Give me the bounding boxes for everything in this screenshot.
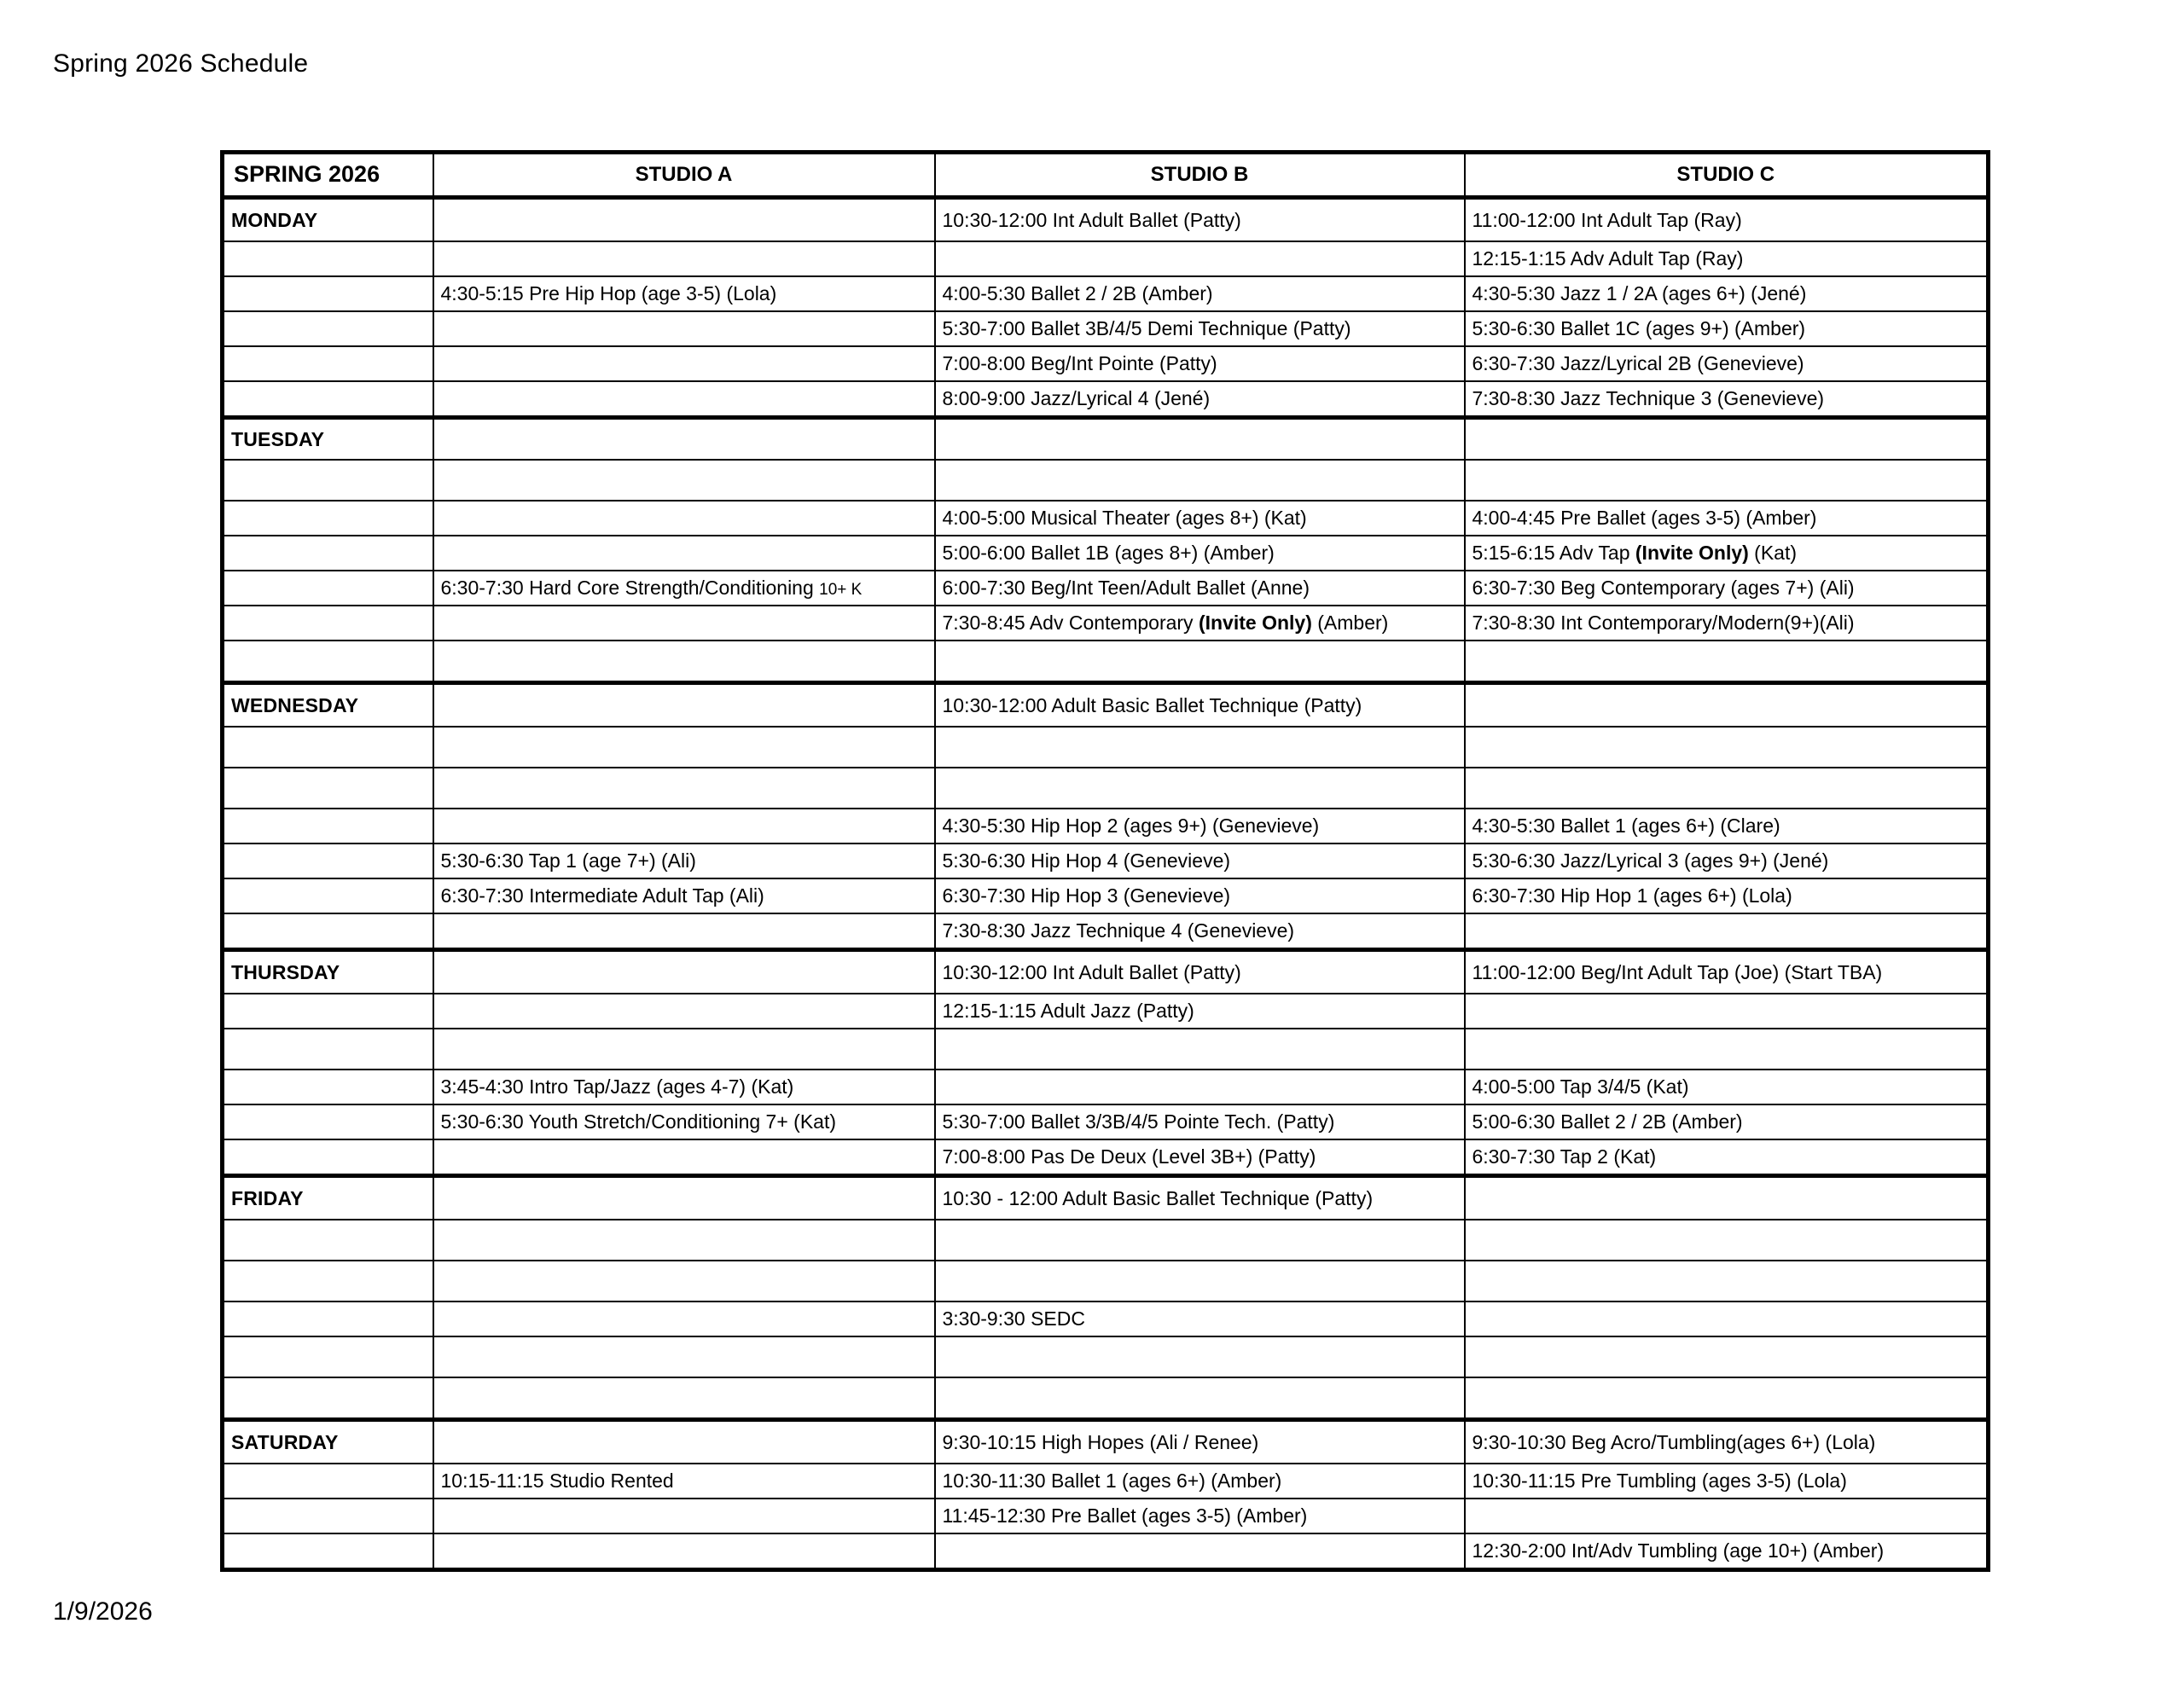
class-cell-studio-b: [935, 606, 1465, 641]
day-col-blank: [223, 276, 433, 311]
schedule-row: [223, 641, 1989, 683]
class-cell-studio-c: [1465, 536, 1989, 571]
cell-text: 11:00-12:00 Beg/Int Adult Tap (Joe) (Start TBA): [1472, 960, 1883, 983]
schedule-row: [223, 878, 1989, 913]
class-cell-studio-c: [1465, 1336, 1989, 1377]
header-corner-label: SPRING 2026: [223, 153, 433, 198]
day-col-blank: [223, 571, 433, 606]
schedule-row: [223, 276, 1989, 311]
cell-text-segment: 6:30-7:30 Hard Core Strength/Conditioning: [440, 577, 820, 600]
schedule-row: [223, 844, 1989, 878]
day-col-blank: [223, 606, 433, 641]
class-cell-studio-a: [433, 1301, 935, 1336]
cell-text: 5:30-6:30 Ballet 1C (ages 9+) (Amber): [1472, 317, 1806, 340]
class-cell-studio-a: [433, 1377, 935, 1420]
class-cell-studio-a: [433, 878, 935, 913]
class-cell-studio-a: [433, 1533, 935, 1570]
table-header-row: [223, 153, 1989, 198]
class-cell-studio-c: [1465, 276, 1989, 311]
cell-text: 11:00-12:00 Int Adult Tap (Ray): [1472, 208, 1742, 231]
schedule-row: [223, 1420, 1989, 1464]
schedule-row: [223, 1220, 1989, 1261]
class-cell-studio-c: [1465, 198, 1989, 242]
cell-text: 6:30-7:30 Tap 2 (Kat): [1472, 1145, 1657, 1168]
day-col-blank: [223, 844, 433, 878]
cell-text: 10:15-11:15 Studio Rented: [440, 1470, 674, 1493]
class-cell-studio-b: [935, 1261, 1465, 1301]
class-cell-studio-c: [1465, 809, 1989, 844]
day-col-blank: [223, 878, 433, 913]
cell-text: 4:30-5:15 Pre Hip Hop (age 3-5) (Lola): [440, 282, 777, 305]
class-cell-studio-c: [1465, 641, 1989, 683]
class-cell-studio-a: [433, 641, 935, 683]
day-col-blank: [223, 241, 433, 276]
schedule-row: [223, 1070, 1989, 1104]
class-cell-studio-a: [433, 844, 935, 878]
day-col-blank: [223, 1139, 433, 1176]
class-cell-studio-b: [935, 418, 1465, 461]
cell-text: 3:45-4:30 Intro Tap/Jazz (ages 4-7) (Kat): [440, 1075, 794, 1099]
class-cell-studio-c: [1465, 1104, 1989, 1139]
day-col-blank: [223, 727, 433, 768]
cell-text: 9:30-10:15 High Hopes (Ali / Renee): [942, 1430, 1259, 1453]
cell-text-segment: 10+ K: [819, 581, 863, 600]
column-header-studio-c: STUDIO C: [1465, 153, 1989, 198]
schedule-row: [223, 950, 1989, 994]
day-col-blank: [223, 1029, 433, 1070]
class-cell-studio-b: [935, 1220, 1465, 1261]
class-cell-studio-a: [433, 1220, 935, 1261]
day-col-blank: [223, 1301, 433, 1336]
class-cell-studio-b: [935, 809, 1465, 844]
class-cell-studio-c: [1465, 1261, 1989, 1301]
day-col-blank: [223, 346, 433, 381]
cell-text: 7:30-8:30 Jazz Technique 4 (Genevieve): [942, 919, 1295, 942]
day-label-tuesday: TUESDAY: [223, 418, 433, 461]
cell-text-segment: (Invite Only): [1198, 612, 1312, 635]
cell-text: 5:30-6:30 Hip Hop 4 (Genevieve): [942, 849, 1231, 872]
cell-text: 4:30-5:30 Hip Hop 2 (ages 9+) (Genevieve): [942, 815, 1320, 838]
schedule-row: [223, 683, 1989, 728]
schedule-table-container: [220, 150, 1986, 1572]
cell-text: 9:30-10:30 Beg Acro/Tumbling(ages 6+) (Lola): [1472, 1430, 1876, 1453]
class-cell-studio-b: [935, 950, 1465, 994]
class-cell-studio-a: [433, 1420, 935, 1464]
day-col-blank: [223, 809, 433, 844]
class-cell-studio-c: [1465, 878, 1989, 913]
cell-text: 6:30-7:30 Beg Contemporary (ages 7+) (Ali): [1472, 577, 1855, 600]
cell-text: 7:30-8:30 Int Contemporary/Modern(9+)(Ali): [1472, 612, 1855, 635]
class-cell-studio-a: [433, 1029, 935, 1070]
schedule-row: [223, 311, 1989, 346]
schedule-row: [223, 1104, 1989, 1139]
day-col-blank: [223, 1533, 433, 1570]
day-label-wednesday: WEDNESDAY: [223, 683, 433, 728]
schedule-row: [223, 460, 1989, 501]
schedule-row: [223, 1464, 1989, 1499]
cell-text: 5:00-6:30 Ballet 2 / 2B (Amber): [1472, 1110, 1743, 1133]
day-col-blank: [223, 1220, 433, 1261]
schedule-row: [223, 913, 1989, 950]
cell-text-segment: (Invite Only): [1635, 542, 1749, 565]
class-cell-studio-b: [935, 1029, 1465, 1070]
schedule-row: [223, 381, 1989, 418]
schedule-row: [223, 346, 1989, 381]
class-cell-studio-c: [1465, 346, 1989, 381]
day-col-blank: [223, 1070, 433, 1104]
class-cell-studio-b: [935, 536, 1465, 571]
cell-text: 4:00-4:45 Pre Ballet (ages 3-5) (Amber): [1472, 507, 1817, 530]
class-cell-studio-c: [1465, 1533, 1989, 1570]
cell-text: 4:30-5:30 Jazz 1 / 2A (ages 6+) (Jené): [1472, 282, 1807, 305]
class-cell-studio-c: [1465, 844, 1989, 878]
cell-text: 10:30-12:00 Adult Basic Ballet Technique (Patty): [942, 693, 1362, 716]
class-cell-studio-c: [1465, 1464, 1989, 1499]
class-cell-studio-b: [935, 381, 1465, 418]
class-cell-studio-c: [1465, 606, 1989, 641]
class-cell-studio-a: [433, 950, 935, 994]
schedule-table: [220, 150, 1990, 1572]
class-cell-studio-a: [433, 460, 935, 501]
cell-text: 4:00-5:00 Musical Theater (ages 8+) (Kat): [942, 507, 1307, 530]
cell-text: 12:30-2:00 Int/Adv Tumbling (age 10+) (Amber): [1472, 1539, 1885, 1562]
class-cell-studio-c: [1465, 727, 1989, 768]
schedule-row: [223, 198, 1989, 242]
class-cell-studio-b: [935, 878, 1465, 913]
class-cell-studio-a: [433, 418, 935, 461]
class-cell-studio-b: [935, 994, 1465, 1029]
class-cell-studio-c: [1465, 683, 1989, 728]
cell-text: 6:30-7:30 Intermediate Adult Tap (Ali): [440, 884, 764, 907]
schedule-row: [223, 241, 1989, 276]
cell-text: 6:30-7:30 Hip Hop 1 (ages 6+) (Lola): [1472, 884, 1792, 907]
class-cell-studio-c: [1465, 1420, 1989, 1464]
schedule-row: [223, 571, 1989, 606]
class-cell-studio-a: [433, 571, 935, 606]
class-cell-studio-a: [433, 809, 935, 844]
class-cell-studio-c: [1465, 913, 1989, 950]
class-cell-studio-b: [935, 198, 1465, 242]
day-col-blank: [223, 913, 433, 950]
class-cell-studio-a: [433, 1176, 935, 1220]
day-col-blank: [223, 460, 433, 501]
cell-text: 5:00-6:00 Ballet 1B (ages 8+) (Amber): [942, 542, 1275, 565]
class-cell-studio-a: [433, 994, 935, 1029]
class-cell-studio-b: [935, 1139, 1465, 1176]
schedule-row: [223, 1499, 1989, 1533]
cell-text: 5:30-7:00 Ballet 3B/4/5 Demi Technique (Patty): [942, 317, 1351, 340]
column-header-studio-b: STUDIO B: [935, 153, 1465, 198]
day-col-blank: [223, 1261, 433, 1301]
schedule-row: [223, 727, 1989, 768]
class-cell-studio-c: [1465, 418, 1989, 461]
class-cell-studio-c: [1465, 950, 1989, 994]
class-cell-studio-b: [935, 460, 1465, 501]
schedule-row: [223, 418, 1989, 461]
class-cell-studio-c: [1465, 1070, 1989, 1104]
cell-text-segment: (Kat): [1748, 542, 1798, 565]
schedule-row: [223, 1533, 1989, 1570]
class-cell-studio-b: [935, 768, 1465, 809]
class-cell-studio-b: [935, 641, 1465, 683]
cell-text: 5:30-6:30 Tap 1 (age 7+) (Ali): [440, 849, 696, 872]
class-cell-studio-c: [1465, 768, 1989, 809]
day-col-blank: [223, 1377, 433, 1420]
cell-text: 4:00-5:30 Ballet 2 / 2B (Amber): [942, 282, 1213, 305]
day-col-blank: [223, 641, 433, 683]
class-cell-studio-c: [1465, 1377, 1989, 1420]
class-cell-studio-b: [935, 1420, 1465, 1464]
class-cell-studio-c: [1465, 1301, 1989, 1336]
day-col-blank: [223, 1104, 433, 1139]
cell-text: 6:00-7:30 Beg/Int Teen/Adult Ballet (Anne): [942, 577, 1310, 600]
day-col-blank: [223, 768, 433, 809]
cell-text: 3:30-9:30 SEDC: [942, 1307, 1085, 1330]
class-cell-studio-a: [433, 1499, 935, 1533]
day-col-blank: [223, 1336, 433, 1377]
day-col-blank: [223, 536, 433, 571]
day-col-blank: [223, 381, 433, 418]
class-cell-studio-a: [433, 381, 935, 418]
class-cell-studio-c: [1465, 1029, 1989, 1070]
cell-text: 6:30-7:30 Hip Hop 3 (Genevieve): [942, 884, 1231, 907]
class-cell-studio-a: [433, 1139, 935, 1176]
class-cell-studio-a: [433, 1464, 935, 1499]
cell-text: 5:30-6:30 Youth Stretch/Conditioning 7+ (Kat): [440, 1110, 837, 1133]
class-cell-studio-b: [935, 1377, 1465, 1420]
schedule-row: [223, 994, 1989, 1029]
class-cell-studio-a: [433, 276, 935, 311]
cell-text: 10:30-12:00 Int Adult Ballet (Patty): [942, 960, 1241, 983]
day-col-blank: [223, 1464, 433, 1499]
cell-text-segment: 5:15-6:15 Adv Tap: [1472, 542, 1635, 565]
class-cell-studio-c: [1465, 311, 1989, 346]
class-cell-studio-b: [935, 501, 1465, 536]
schedule-row: [223, 1139, 1989, 1176]
class-cell-studio-a: [433, 1336, 935, 1377]
schedule-row: [223, 1336, 1989, 1377]
schedule-row: [223, 501, 1989, 536]
class-cell-studio-b: [935, 1301, 1465, 1336]
cell-text: 10:30-11:15 Pre Tumbling (ages 3-5) (Lola): [1472, 1470, 1847, 1493]
class-cell-studio-b: [935, 346, 1465, 381]
class-cell-studio-a: [433, 1261, 935, 1301]
cell-text: 12:15-1:15 Adv Adult Tap (Ray): [1472, 247, 1744, 270]
class-cell-studio-a: [433, 683, 935, 728]
cell-text: 12:15-1:15 Adult Jazz (Patty): [942, 1000, 1194, 1023]
cell-text: 10:30-11:30 Ballet 1 (ages 6+) (Amber): [942, 1470, 1282, 1493]
class-cell-studio-c: [1465, 381, 1989, 418]
day-label-thursday: THURSDAY: [223, 950, 433, 994]
schedule-row: [223, 1176, 1989, 1220]
cell-text: 5:30-7:00 Ballet 3/3B/4/5 Pointe Tech. (Patty): [942, 1110, 1335, 1133]
class-cell-studio-b: [935, 311, 1465, 346]
day-label-monday: MONDAY: [223, 198, 433, 242]
cell-text: 8:00-9:00 Jazz/Lyrical 4 (Jené): [942, 387, 1211, 410]
class-cell-studio-c: [1465, 501, 1989, 536]
day-col-blank: [223, 501, 433, 536]
class-cell-studio-b: [935, 727, 1465, 768]
schedule-row: [223, 768, 1989, 809]
class-cell-studio-a: [433, 727, 935, 768]
class-cell-studio-a: [433, 768, 935, 809]
cell-text: 5:30-6:30 Jazz/Lyrical 3 (ages 9+) (Jené): [1472, 849, 1829, 872]
cell-text: 7:00-8:00 Pas De Deux (Level 3B+) (Patty): [942, 1145, 1316, 1168]
schedule-row: [223, 1261, 1989, 1301]
class-cell-studio-c: [1465, 241, 1989, 276]
day-label-saturday: SATURDAY: [223, 1420, 433, 1464]
day-col-blank: [223, 311, 433, 346]
class-cell-studio-b: [935, 1533, 1465, 1570]
class-cell-studio-b: [935, 844, 1465, 878]
class-cell-studio-c: [1465, 571, 1989, 606]
class-cell-studio-b: [935, 276, 1465, 311]
class-cell-studio-c: [1465, 1220, 1989, 1261]
schedule-row: [223, 809, 1989, 844]
cell-text-segment: 7:30-8:45 Adv Contemporary: [942, 612, 1199, 635]
schedule-row: [223, 1029, 1989, 1070]
class-cell-studio-b: [935, 571, 1465, 606]
class-cell-studio-b: [935, 683, 1465, 728]
cell-text: 10:30-12:00 Int Adult Ballet (Patty): [942, 208, 1241, 231]
cell-text-segment: (Amber): [1311, 612, 1389, 635]
class-cell-studio-a: [433, 346, 935, 381]
day-col-blank: [223, 1499, 433, 1533]
class-cell-studio-c: [1465, 1499, 1989, 1533]
class-cell-studio-b: [935, 1104, 1465, 1139]
cell-text: 4:30-5:30 Ballet 1 (ages 6+) (Clare): [1472, 815, 1780, 838]
cell-text: 7:00-8:00 Beg/Int Pointe (Patty): [942, 352, 1217, 375]
class-cell-studio-a: [433, 606, 935, 641]
day-col-blank: [223, 994, 433, 1029]
class-cell-studio-a: [433, 241, 935, 276]
class-cell-studio-c: [1465, 1176, 1989, 1220]
class-cell-studio-a: [433, 536, 935, 571]
cell-text: 7:30-8:30 Jazz Technique 3 (Genevieve): [1472, 387, 1825, 410]
class-cell-studio-b: [935, 241, 1465, 276]
class-cell-studio-c: [1465, 460, 1989, 501]
class-cell-studio-b: [935, 1499, 1465, 1533]
page-title: Spring 2026 Schedule: [53, 49, 309, 78]
class-cell-studio-b: [935, 1336, 1465, 1377]
class-cell-studio-a: [433, 311, 935, 346]
schedule-row: [223, 1301, 1989, 1336]
class-cell-studio-b: [935, 1070, 1465, 1104]
schedule-row: [223, 1377, 1989, 1420]
cell-text: 10:30 - 12:00 Adult Basic Ballet Technique (Patty): [942, 1186, 1374, 1209]
class-cell-studio-a: [433, 913, 935, 950]
cell-text: 11:45-12:30 Pre Ballet (ages 3-5) (Amber): [942, 1504, 1308, 1528]
cell-text: 6:30-7:30 Jazz/Lyrical 2B (Genevieve): [1472, 352, 1804, 375]
class-cell-studio-c: [1465, 994, 1989, 1029]
schedule-row: [223, 536, 1989, 571]
class-cell-studio-b: [935, 1464, 1465, 1499]
class-cell-studio-b: [935, 1176, 1465, 1220]
schedule-row: [223, 606, 1989, 641]
class-cell-studio-a: [433, 198, 935, 242]
cell-text: 4:00-5:00 Tap 3/4/5 (Kat): [1472, 1075, 1689, 1099]
day-label-friday: FRIDAY: [223, 1176, 433, 1220]
column-header-studio-a: STUDIO A: [433, 153, 935, 198]
footer-date: 1/9/2026: [53, 1597, 153, 1626]
class-cell-studio-a: [433, 501, 935, 536]
class-cell-studio-a: [433, 1104, 935, 1139]
class-cell-studio-a: [433, 1070, 935, 1104]
class-cell-studio-c: [1465, 1139, 1989, 1176]
class-cell-studio-b: [935, 913, 1465, 950]
